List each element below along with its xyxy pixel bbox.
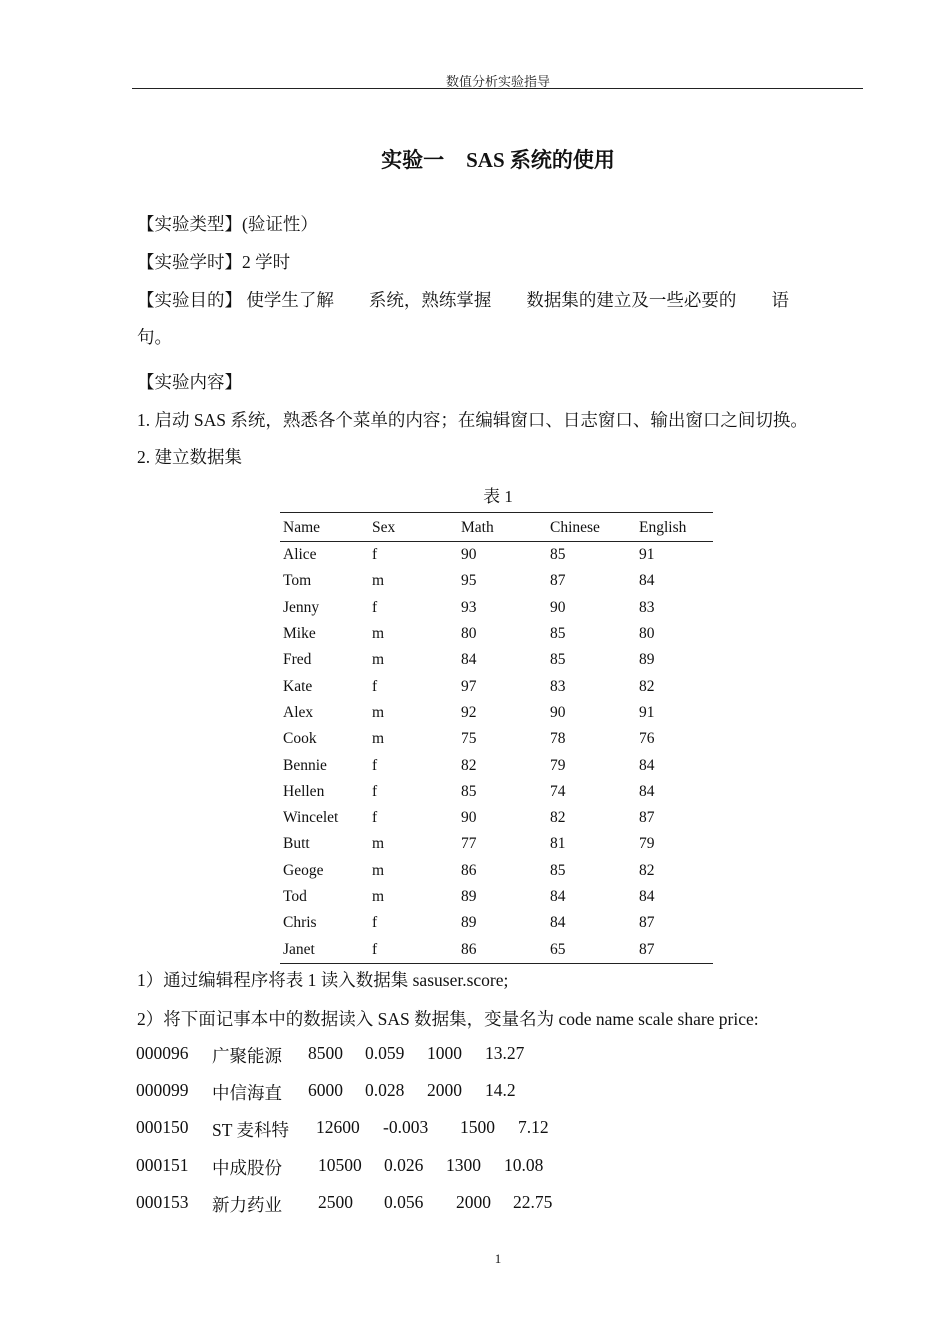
stock-field: 广聚能源	[212, 1046, 282, 1066]
table-cell: f	[372, 546, 378, 564]
table-cell: m	[372, 572, 385, 590]
table-cell: 82	[550, 809, 566, 827]
stock-field: 13.27	[485, 1043, 525, 1063]
table-row	[280, 936, 713, 963]
table-cell: 90	[461, 809, 477, 827]
table-cell: 90	[461, 546, 477, 564]
table-cell: Alex	[283, 703, 314, 721]
table-cell: Janet	[280, 936, 369, 963]
table-cell: 65	[547, 936, 636, 963]
table-cell: 85	[550, 546, 566, 564]
table-cell: Wincelet	[283, 809, 339, 827]
stock-field: 10.08	[504, 1155, 544, 1175]
table-cell: f	[372, 756, 378, 774]
stock-field: 8500	[308, 1043, 343, 1063]
table-cell: 84	[639, 572, 655, 590]
table-cell: Fred	[283, 651, 312, 669]
stock-field: 000099	[136, 1080, 189, 1100]
table-cell: 85	[550, 625, 566, 643]
table-cell: 91	[639, 703, 655, 721]
table-cell: 85	[461, 782, 477, 800]
stock-field: 2000	[427, 1080, 462, 1100]
table-row	[280, 673, 713, 699]
running-header: 数值分析实验指导	[445, 74, 550, 89]
stock-field: 1500	[460, 1117, 495, 1137]
table-cell: 84	[639, 782, 655, 800]
experiment-type: 【实验类型】(验证性）	[137, 214, 318, 234]
stock-field: 22.75	[513, 1192, 553, 1212]
table-cell: 87	[639, 914, 655, 932]
table-row	[280, 752, 713, 778]
table-cell: Tod	[283, 888, 307, 905]
table-cell: 83	[639, 598, 655, 616]
table-row	[280, 647, 713, 673]
stock-field: 新力药业	[212, 1195, 282, 1215]
table-cell: 74	[550, 782, 566, 800]
column-header: Math	[458, 513, 547, 542]
table-cell: f	[372, 914, 378, 932]
table-cell: 83	[550, 677, 566, 695]
content-heading: 【实验内容】	[137, 372, 242, 392]
table-cell: 80	[639, 625, 655, 643]
table-cell: 75	[461, 730, 477, 748]
table-cell: Chris	[283, 914, 317, 932]
stock-field: 0.059	[365, 1043, 405, 1063]
table-cell: m	[372, 835, 385, 853]
table-cell: 84	[550, 914, 566, 932]
table-cell: 82	[639, 677, 655, 695]
table-row	[280, 595, 713, 621]
stock-field: 1300	[446, 1155, 481, 1175]
table-row	[280, 542, 713, 569]
table-cell: Cook	[283, 730, 317, 748]
table-cell: Alice	[283, 546, 317, 564]
stock-field: 中信海直	[212, 1083, 282, 1103]
page-title	[0, 144, 950, 174]
table-row	[280, 884, 713, 910]
table-cell: Bennie	[283, 756, 327, 774]
table-cell: 86	[458, 936, 547, 963]
table-cell: 89	[461, 914, 477, 932]
stock-field: -0.003	[383, 1117, 429, 1137]
stock-field: 2500	[318, 1192, 353, 1212]
header-rule	[132, 88, 863, 89]
table-cell: m	[372, 625, 385, 643]
table-cell: Mike	[283, 625, 316, 643]
table-cell: 77	[461, 835, 477, 853]
table-cell: 90	[550, 598, 566, 616]
table-cell: 79	[639, 835, 655, 853]
table-cell: 87	[550, 572, 566, 590]
table-cell: m	[372, 861, 385, 879]
score-table	[280, 512, 713, 964]
column-header: Chinese	[547, 513, 636, 542]
table-cell: f	[372, 598, 378, 616]
table-cell: m	[372, 730, 385, 748]
stock-field: 7.12	[518, 1117, 549, 1137]
table-caption: 表 1	[483, 487, 513, 506]
table-cell: Jenny	[283, 598, 320, 616]
stock-field: 2000	[456, 1192, 491, 1212]
table-cell: 78	[550, 730, 566, 748]
table-cell: 81	[550, 835, 566, 853]
table-cell: 95	[461, 572, 477, 590]
table-cell: 76	[639, 730, 655, 748]
stock-field: 中成股份	[212, 1158, 282, 1178]
table-row	[280, 779, 713, 805]
table-cell: Geoge	[283, 861, 324, 879]
table-cell: Hellen	[283, 782, 325, 800]
title-part2: SAS 系统的使用	[466, 148, 615, 172]
stock-field: 0.026	[384, 1155, 424, 1175]
content-item-1: 1. 启动 SAS 系统，熟悉各个菜单的内容；在编辑窗口、日志窗口、输出窗口之间切换。	[137, 410, 808, 430]
step-2: 2）将下面记事本中的数据读入 SAS 数据集，变量名为 code name scale share price:	[137, 1009, 759, 1029]
table-cell: f	[372, 782, 378, 800]
table-cell: Tom	[283, 572, 312, 590]
table-cell: 84	[639, 756, 655, 774]
table-cell: 92	[461, 703, 477, 721]
table-cell: 89	[461, 888, 477, 905]
table-row	[280, 568, 713, 594]
table-cell: 84	[639, 888, 655, 905]
table-row	[280, 726, 713, 752]
stock-field: ST 麦科特	[212, 1120, 289, 1140]
experiment-hours: 【实验学时】2 学时	[137, 252, 291, 272]
stock-field: 000151	[136, 1155, 189, 1175]
stock-field: 000150	[136, 1117, 189, 1137]
table-cell: f	[372, 677, 378, 695]
table-cell: 97	[461, 677, 477, 695]
content-item-2: 2. 建立数据集	[137, 447, 242, 467]
table-cell: 84	[461, 651, 477, 669]
table-cell: 91	[639, 546, 655, 564]
table-cell: 89	[639, 651, 655, 669]
table-cell: 87	[639, 809, 655, 827]
experiment-purpose: 【实验目的】 使学生了解 系统，熟练掌握 数据集的建立及一些必要的 语	[137, 290, 789, 310]
table-cell: 79	[550, 756, 566, 774]
table-row	[280, 858, 713, 884]
stock-field: 000096	[136, 1043, 189, 1063]
table-row	[280, 700, 713, 726]
table-cell: 85	[550, 861, 566, 879]
stock-field: 000153	[136, 1192, 189, 1212]
stock-field: 0.056	[384, 1192, 424, 1212]
experiment-purpose-cont: 句。	[137, 327, 172, 347]
table-cell: 87	[636, 936, 713, 963]
table-cell: m	[372, 651, 385, 669]
table-cell: 84	[550, 888, 566, 905]
table-cell: Kate	[283, 677, 313, 695]
table-cell: Butt	[283, 835, 310, 853]
stock-field: 6000	[308, 1080, 343, 1100]
table-cell: f	[372, 809, 378, 827]
table-cell: m	[372, 888, 385, 905]
table-cell: 86	[461, 861, 477, 879]
table-row	[280, 805, 713, 831]
table-cell: m	[372, 703, 385, 721]
table-header-row	[280, 513, 713, 542]
table-cell: f	[369, 936, 458, 963]
stock-field: 14.2	[485, 1080, 516, 1100]
stock-field: 10500	[318, 1155, 362, 1175]
table-row	[280, 831, 713, 857]
title-part1: 实验一	[381, 148, 445, 172]
stock-field: 1000	[427, 1043, 462, 1063]
stock-field: 0.028	[365, 1080, 405, 1100]
column-header: English	[636, 513, 713, 542]
column-header: Sex	[369, 513, 458, 542]
column-header: Name	[280, 513, 369, 542]
table-cell: 93	[461, 598, 477, 616]
stock-field: 12600	[316, 1117, 360, 1137]
step-1: 1）通过编辑程序将表 1 读入数据集 sasuser.score;	[137, 970, 509, 990]
table-row	[280, 621, 713, 647]
table-cell: 82	[639, 861, 655, 879]
table-cell: 80	[461, 625, 477, 643]
page-number: 1	[494, 1251, 502, 1266]
table-cell: 82	[461, 756, 477, 774]
table-row	[280, 910, 713, 936]
table-cell: 85	[550, 651, 566, 669]
table-cell: 90	[550, 703, 566, 721]
